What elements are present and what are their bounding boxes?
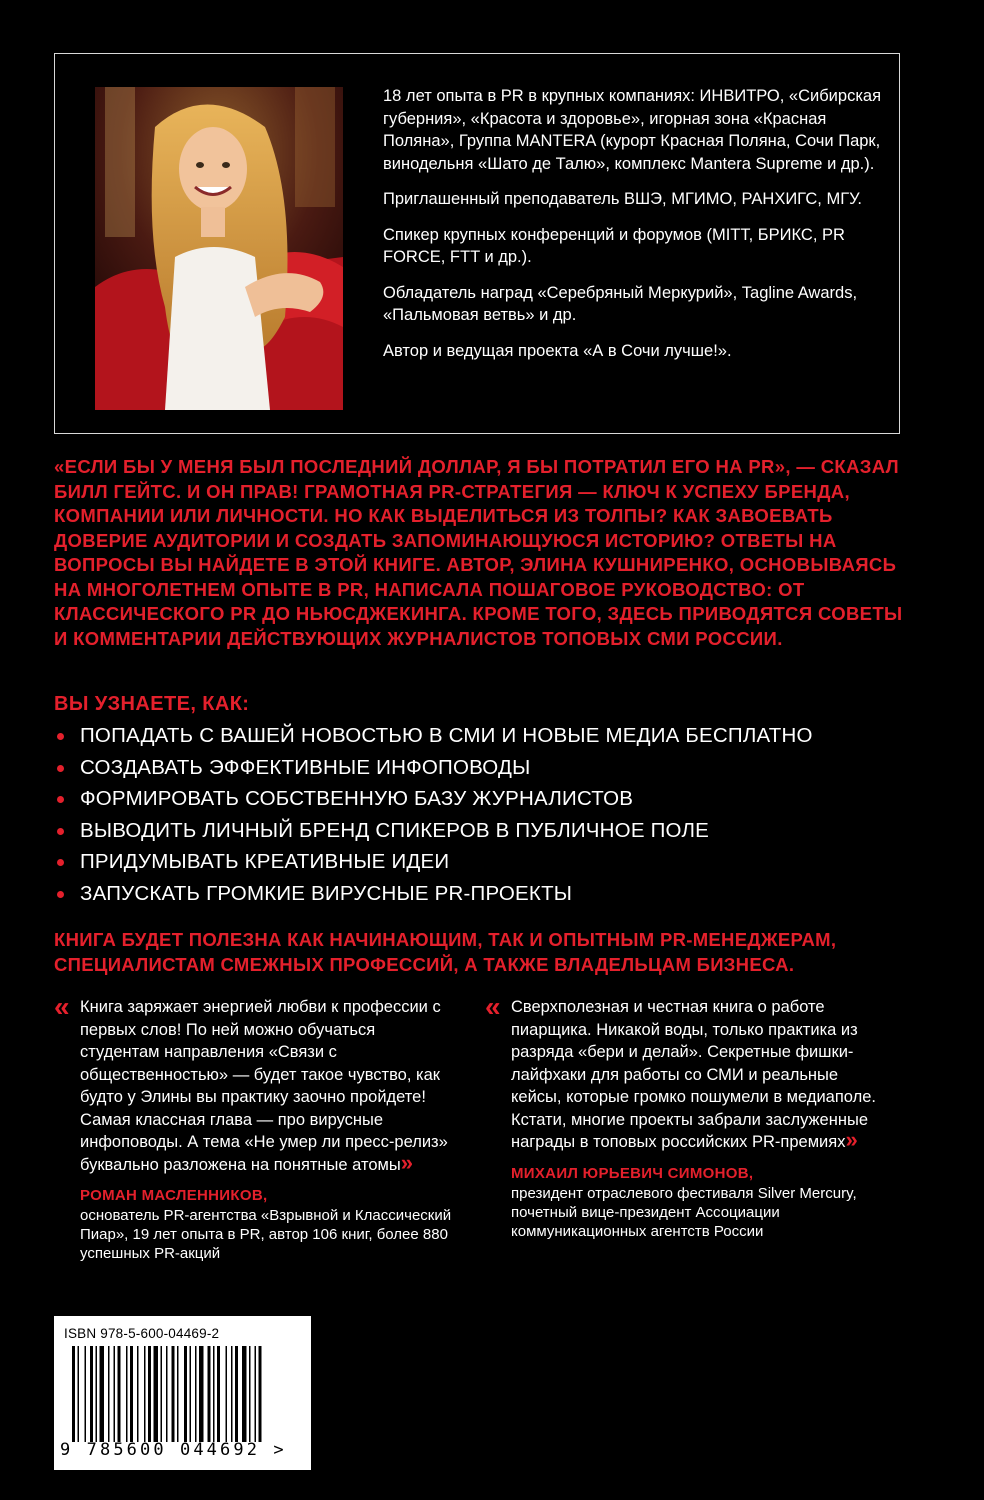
list-item: [54, 722, 934, 754]
audience-text: КНИГА БУДЕТ ПОЛЕЗНА КАК НАЧИНАЮЩИМ, ТАК И ОПЫТНЫМ PR-МЕНЕДЖЕРАМ, СПЕЦИАЛИСТАМ СМЕЖНЫХ ПРОФЕССИЙ, А ТАКЖЕ ВЛАДЕЛЬЦАМ БИЗНЕСА.: [54, 929, 837, 975]
barcode-bar: [148, 1346, 151, 1442]
bullet-icon: [57, 733, 64, 740]
bio-paragraph: Спикер крупных конференций и форумов (MITT, БРИКС, PR FORCE, FTT и др.).: [383, 225, 845, 266]
barcode-bar: [213, 1346, 215, 1442]
bio-paragraph: Приглашенный преподаватель ВШЭ, МГИМО, РАНХИГС, МГУ.: [383, 190, 863, 208]
review-left: [54, 991, 474, 1263]
barcode-bar: [154, 1346, 159, 1442]
barcode-bar: [231, 1346, 233, 1442]
barcode-bar: [199, 1346, 204, 1442]
list-item: [54, 848, 934, 880]
barcode-bar: [144, 1346, 146, 1442]
reviewer-description: основатель PR-агентства «Взрывной и Классический Пиар», 19 лет опыта в PR, автор 106 книг, более 880 успешных PR-акций: [80, 1207, 452, 1262]
barcode-bar: [184, 1346, 187, 1442]
list-item-label: СОЗДАВАТЬ ЭФФЕКТИВНЫЕ ИНФОПОВОДЫ: [80, 755, 531, 779]
barcode-bar: [172, 1346, 175, 1442]
bio-paragraph: Обладатель наград «Серебряный Меркурий», Tagline Awards, «Пальмовая ветвь» и др.: [383, 283, 858, 324]
barcode-bar: [137, 1346, 139, 1442]
isbn-label: ISBN 978-5-600-04469-2: [64, 1326, 220, 1341]
barcode-bar: [85, 1346, 87, 1442]
list-item: [54, 785, 934, 817]
barcode-bar: [161, 1346, 163, 1442]
barcode-bar: [226, 1346, 228, 1442]
learn-heading: ВЫ УЗНАЕТЕ, КАК:: [54, 693, 250, 715]
bullet-icon: [57, 828, 64, 835]
barcode-bar: [114, 1346, 116, 1442]
isbn-digits: 9 785600 044692 >: [60, 1440, 287, 1460]
barcode: [72, 1346, 292, 1442]
bullet-icon: [57, 859, 64, 866]
barcode-bar: [78, 1346, 80, 1442]
bio-paragraph: Автор и ведущая проекта «А в Сочи лучше!».: [383, 341, 732, 360]
close-quote-icon: »: [400, 1149, 413, 1175]
barcode-bar: [242, 1346, 247, 1442]
intro-text: «ЕСЛИ БЫ У МЕНЯ БЫЛ ПОСЛЕДНИЙ ДОЛЛАР, Я БЫ ПОТРАТИЛ ЕГО НА PR», — СКАЗАЛ БИЛЛ ГЕЙТС. И ОН ПРАВ! ГРАМОТНАЯ PR-СТРАТЕГИЯ — КЛЮЧ К УСПЕХУ БРЕНДА, КОМПАНИИ ИЛИ ЛИЧНОСТИ. НО КАК ВЫДЕЛИТЬСЯ ИЗ ТОЛПЫ? КАК ЗАВОЕВАТЬ ДОВЕРИЕ АУДИТОРИИ И СОЗДАТЬ ЗАПОМИНАЮЩУЮСЯ ИСТОРИЮ? ОТВЕТЫ НА ВОПРОСЫ ВЫ НАЙДЕТЕ В ЭТОЙ КНИГЕ. АВТОР, ЭЛИНА КУШНИРЕНКО, ОСНОВЫВАЯСЬ НА МНОГОЛЕТНЕМ ОПЫТЕ В PR, НАПИСАЛА ПОШАГОВОЕ РУКОВОДСТВО: ОТ КЛАССИЧЕСКОГО PR ДО НЬЮСДЖЕКИНГА. КРОМЕ ТОГО, ЗДЕСЬ ПРИВОДЯТСЯ СОВЕТЫ И КОММЕНТАРИИ ДЕЙСТВУЮЩИХ ЖУРНАЛИСТОВ ТОПОВЫХ СМИ РОССИИ.: [54, 456, 903, 649]
barcode-bar: [235, 1346, 238, 1442]
review-quote: [54, 991, 450, 1176]
list-item-label: ПОПАДАТЬ С ВАШЕЙ НОВОСТЬЮ В СМИ И НОВЫЕ МЕДИА БЕСПЛАТНО: [80, 724, 813, 747]
barcode-bar: [108, 1346, 110, 1442]
author-photo-illustration: [95, 87, 343, 410]
barcode-bar: [259, 1346, 262, 1442]
barcode-bar: [249, 1346, 251, 1442]
barcode-bar: [177, 1346, 179, 1442]
review-text: Книга заряжает энергией любви к профессии с первых слов! По ней можно обучаться студентам направления «Связи с общественностью» — будет такое чувство, как будто у Элины вы практику заочно пройдете! Самая классная глава — про вирусные инфоповоды. А тема «Не умер ли пресс-релиз» буквально разложена на понятные атомы: [80, 998, 448, 1174]
reviewer-name: МИХАИЛ ЮРЬЕВИЧ СИМОНОВ,: [511, 1164, 754, 1182]
list-item: [54, 754, 934, 786]
review-quote: [485, 991, 881, 1154]
list-item: [54, 880, 934, 912]
list-item-label: ФОРМИРОВАТЬ СОБСТВЕННУЮ БАЗУ ЖУРНАЛИСТОВ: [80, 787, 634, 810]
open-quote-icon: «: [54, 991, 70, 1022]
barcode-bar: [217, 1346, 220, 1442]
bullet-icon: [57, 891, 64, 898]
barcode-bar: [72, 1346, 75, 1442]
reviewer-description: президент отраслевого фестиваля Silver Mercury, почетный вице-президент Ассоциации коммуникационных агентств России: [511, 1184, 857, 1240]
barcode-bar: [130, 1346, 133, 1442]
reviewer-name: РОМАН МАСЛЕННИКОВ,: [80, 1187, 268, 1204]
barcode-bar: [255, 1346, 257, 1442]
list-item-label: ВЫВОДИТЬ ЛИЧНЫЙ БРЕНД СПИКЕРОВ В ПУБЛИЧНОЕ ПОЛЕ: [80, 818, 709, 842]
author-photo: [95, 87, 343, 410]
list-item-label: ЗАПУСКАТЬ ГРОМКИЕ ВИРУСНЫЕ PR-ПРОЕКТЫ: [80, 881, 573, 905]
learn-list: [54, 722, 934, 911]
barcode-bar: [118, 1346, 121, 1442]
isbn-barcode-box: [54, 1316, 311, 1470]
barcode-bar: [90, 1346, 93, 1442]
review-text: Сверхполезная и честная книга о работе пиарщика. Никакой воды, только практика из разряда «бери и делай». Секретные фишки-лайфхаки для работы со СМИ и реальные кейсы, которые громко пошумели в медиаполе. Кстати, многие проекты забрали заслуженные награды в топовых российских PR-премиях: [511, 998, 876, 1151]
list-item: [54, 817, 934, 849]
barcode-bar: [190, 1346, 192, 1442]
close-quote-icon: »: [845, 1127, 858, 1152]
barcode-bar: [208, 1346, 211, 1442]
barcode-bar: [100, 1346, 105, 1442]
list-item-label: ПРИДУМЫВАТЬ КРЕАТИВНЫЕ ИДЕИ: [80, 850, 450, 873]
author-bio: [383, 85, 883, 375]
open-quote-icon: «: [485, 991, 501, 1022]
author-box: [54, 53, 900, 434]
barcode-bar: [126, 1346, 128, 1442]
bio-paragraph: 18 лет опыта в PR в крупных компаниях: ИНВИТРО, «Сибирская губерния», «Красота и здоровье», игорная зона «Красная Поляна», Группа MANTERA (курорт Красная Поляна, Сочи Парк, винодельня «Шато де Талю», комплекс Mantera Supreme и др.).: [383, 87, 882, 173]
review-right: [485, 991, 905, 1241]
bullet-icon: [57, 796, 64, 803]
barcode-bar: [96, 1346, 98, 1442]
bullet-icon: [57, 765, 64, 772]
barcode-bar: [195, 1346, 197, 1442]
barcode-bar: [166, 1346, 168, 1442]
